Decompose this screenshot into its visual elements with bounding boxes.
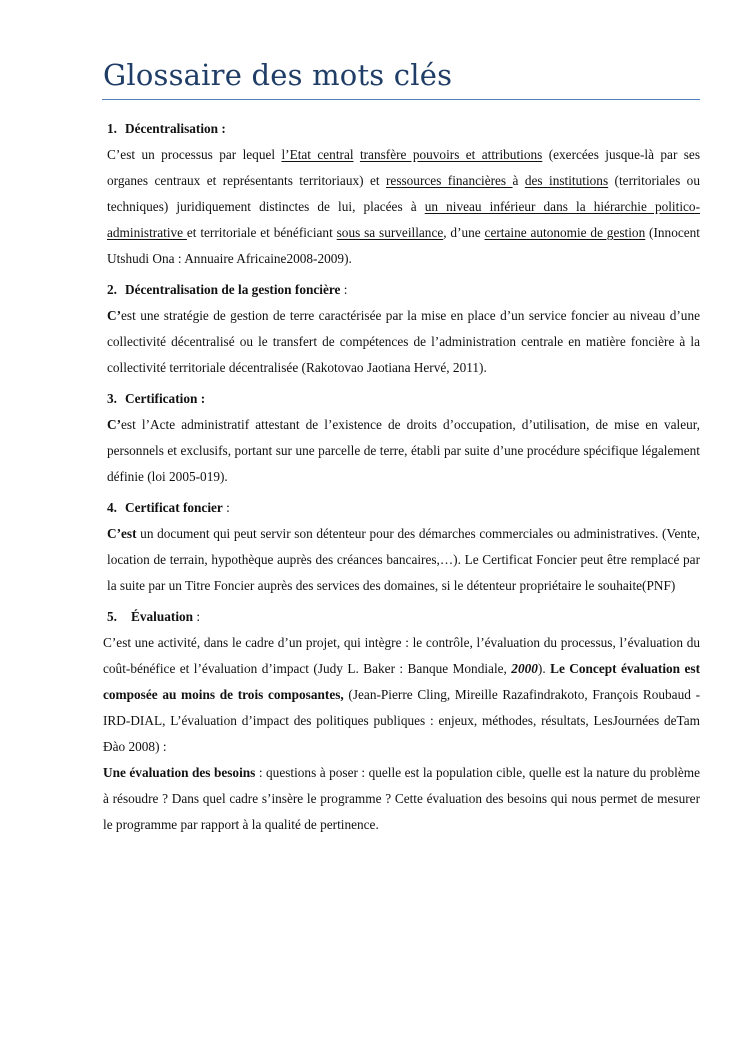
entry-heading (103, 604, 700, 630)
bold-statement: Le Concept évaluation est composée au moins de trois composantes, (103, 661, 701, 702)
underlined-term: transfère pouvoirs et attributions (359, 147, 543, 162)
entry-definition (107, 521, 700, 599)
bold-lead: C’ (107, 417, 122, 432)
text-run: , d’une (443, 225, 485, 240)
citation-text: (Innocent Utshudi Ona : Annuaire Africaine2008-2009). (107, 225, 701, 266)
text-run: est l’Acte administratif attestant de l’existence de droits d’occupation, d’utilisation, de mise en valeur, personnels et exclusifs, portant sur une parcelle de terre, établi par suite d’une procédure spécifique légalement définie (loi 2005-019). (107, 417, 700, 484)
text-run: ). (537, 661, 551, 676)
heading-colon: : (340, 282, 348, 297)
underlined-term: l’Etat central (281, 147, 354, 162)
bold-lead: Une évaluation des besoins (103, 765, 256, 780)
text-run: est une stratégie de gestion de terre caractérisée par la mise en place d’un service foncier au niveau d’une collectivité décentralisé ou le transfert de compétences de l’administration centrale en matière foncière à la collectivité territoriale décentralisée (Rakotovao Jaotiana Hervé, 2011). (107, 308, 700, 375)
glossary-body (103, 116, 700, 843)
entry-heading (107, 495, 700, 521)
entry-number: 3. (107, 391, 117, 406)
entry-definition (103, 630, 700, 760)
entry-definition (107, 303, 700, 381)
text-run: : questions à poser : quelle est la population cible, quelle est la nature du problème à résoudre ? Dans quel cadre s’insère le programme ? Cette évaluation des besoins qui nous permet de mesurer le programme par rapport à la qualité de pertinence. (103, 765, 700, 832)
text-run: C’est un processus par lequel (107, 147, 282, 162)
entry-definition (107, 412, 700, 490)
text-run: et territoriale et bénéficiant (186, 225, 337, 240)
heading-colon: : (193, 609, 201, 624)
underlined-term: un niveau inférieur dans la hiérarchie politico-administrative (107, 199, 700, 240)
underlined-term: certaine autonomie de gestion (484, 225, 646, 240)
entry-term: Certificat foncier (125, 500, 223, 515)
page-title: Glossaire des mots clés (103, 58, 453, 92)
title-underline-rule (102, 99, 700, 100)
heading-colon: : (222, 500, 230, 515)
citation-year: 2000 (511, 661, 538, 676)
entry-term: Évaluation (131, 609, 194, 624)
underlined-term: ressources financières (385, 173, 513, 188)
glossary-entry-certificat-foncier (103, 495, 700, 599)
underlined-term: sous sa surveillance (336, 225, 444, 240)
entry-number: 4. (107, 500, 117, 515)
glossary-entry-decentralisation (103, 116, 700, 272)
entry-number: 2. (107, 282, 117, 297)
glossary-entry-certification (103, 386, 700, 490)
entry-heading (107, 277, 700, 303)
entry-heading (107, 116, 700, 142)
entry-term: Décentralisation de la gestion foncière (125, 282, 341, 297)
entry-term: Décentralisation : (125, 121, 226, 136)
evaluation-needs-paragraph (103, 760, 700, 838)
entry-number: 5. (107, 609, 117, 624)
text-run: (exercées jusque-là par ses organes centraux et représentants territoriaux) et (107, 147, 701, 188)
entry-heading (107, 386, 700, 412)
bold-lead: C’ (107, 308, 122, 323)
citation-text: (Jean-Pierre Cling, Mireille Razafindrakoto, François Roubaud - IRD-DIAL, L’évaluation d’impact des politiques publiques : enjeux, méthodes, résultats, LesJournées deTam Ðào 2008) : (103, 687, 700, 754)
glossary-entry-evaluation (103, 604, 700, 838)
entry-definition (107, 142, 700, 272)
text-run: (territoriales ou techniques) juridiquement distinctes de lui, placées à (107, 173, 700, 214)
bold-lead: C’est (107, 526, 137, 541)
text-run: à (512, 173, 525, 188)
text-run: C’est une activité, dans le cadre d’un projet, qui intègre : le contrôle, l’évaluation du processus, l’évaluation du coût-bénéfice et l’évaluation d’impact (Judy L. Baker : Banque Mondiale, (103, 635, 700, 676)
entry-term: Certification : (125, 391, 206, 406)
glossary-entry-decentralisation-fonciere (103, 277, 700, 381)
text-run: un document qui peut servir son détenteur pour des démarches commerciales ou administratives. (Vente, location de terrain, hypothèque auprès des créances bancaires,…). Le Certificat Foncier peut être remplacé par la suite par un Titre Foncier auprès des services des domaines, si le détenteur propriétaire le souhaite(PNF) (107, 526, 700, 593)
underlined-term: des institutions (524, 173, 609, 188)
entry-number: 1. (107, 121, 117, 136)
